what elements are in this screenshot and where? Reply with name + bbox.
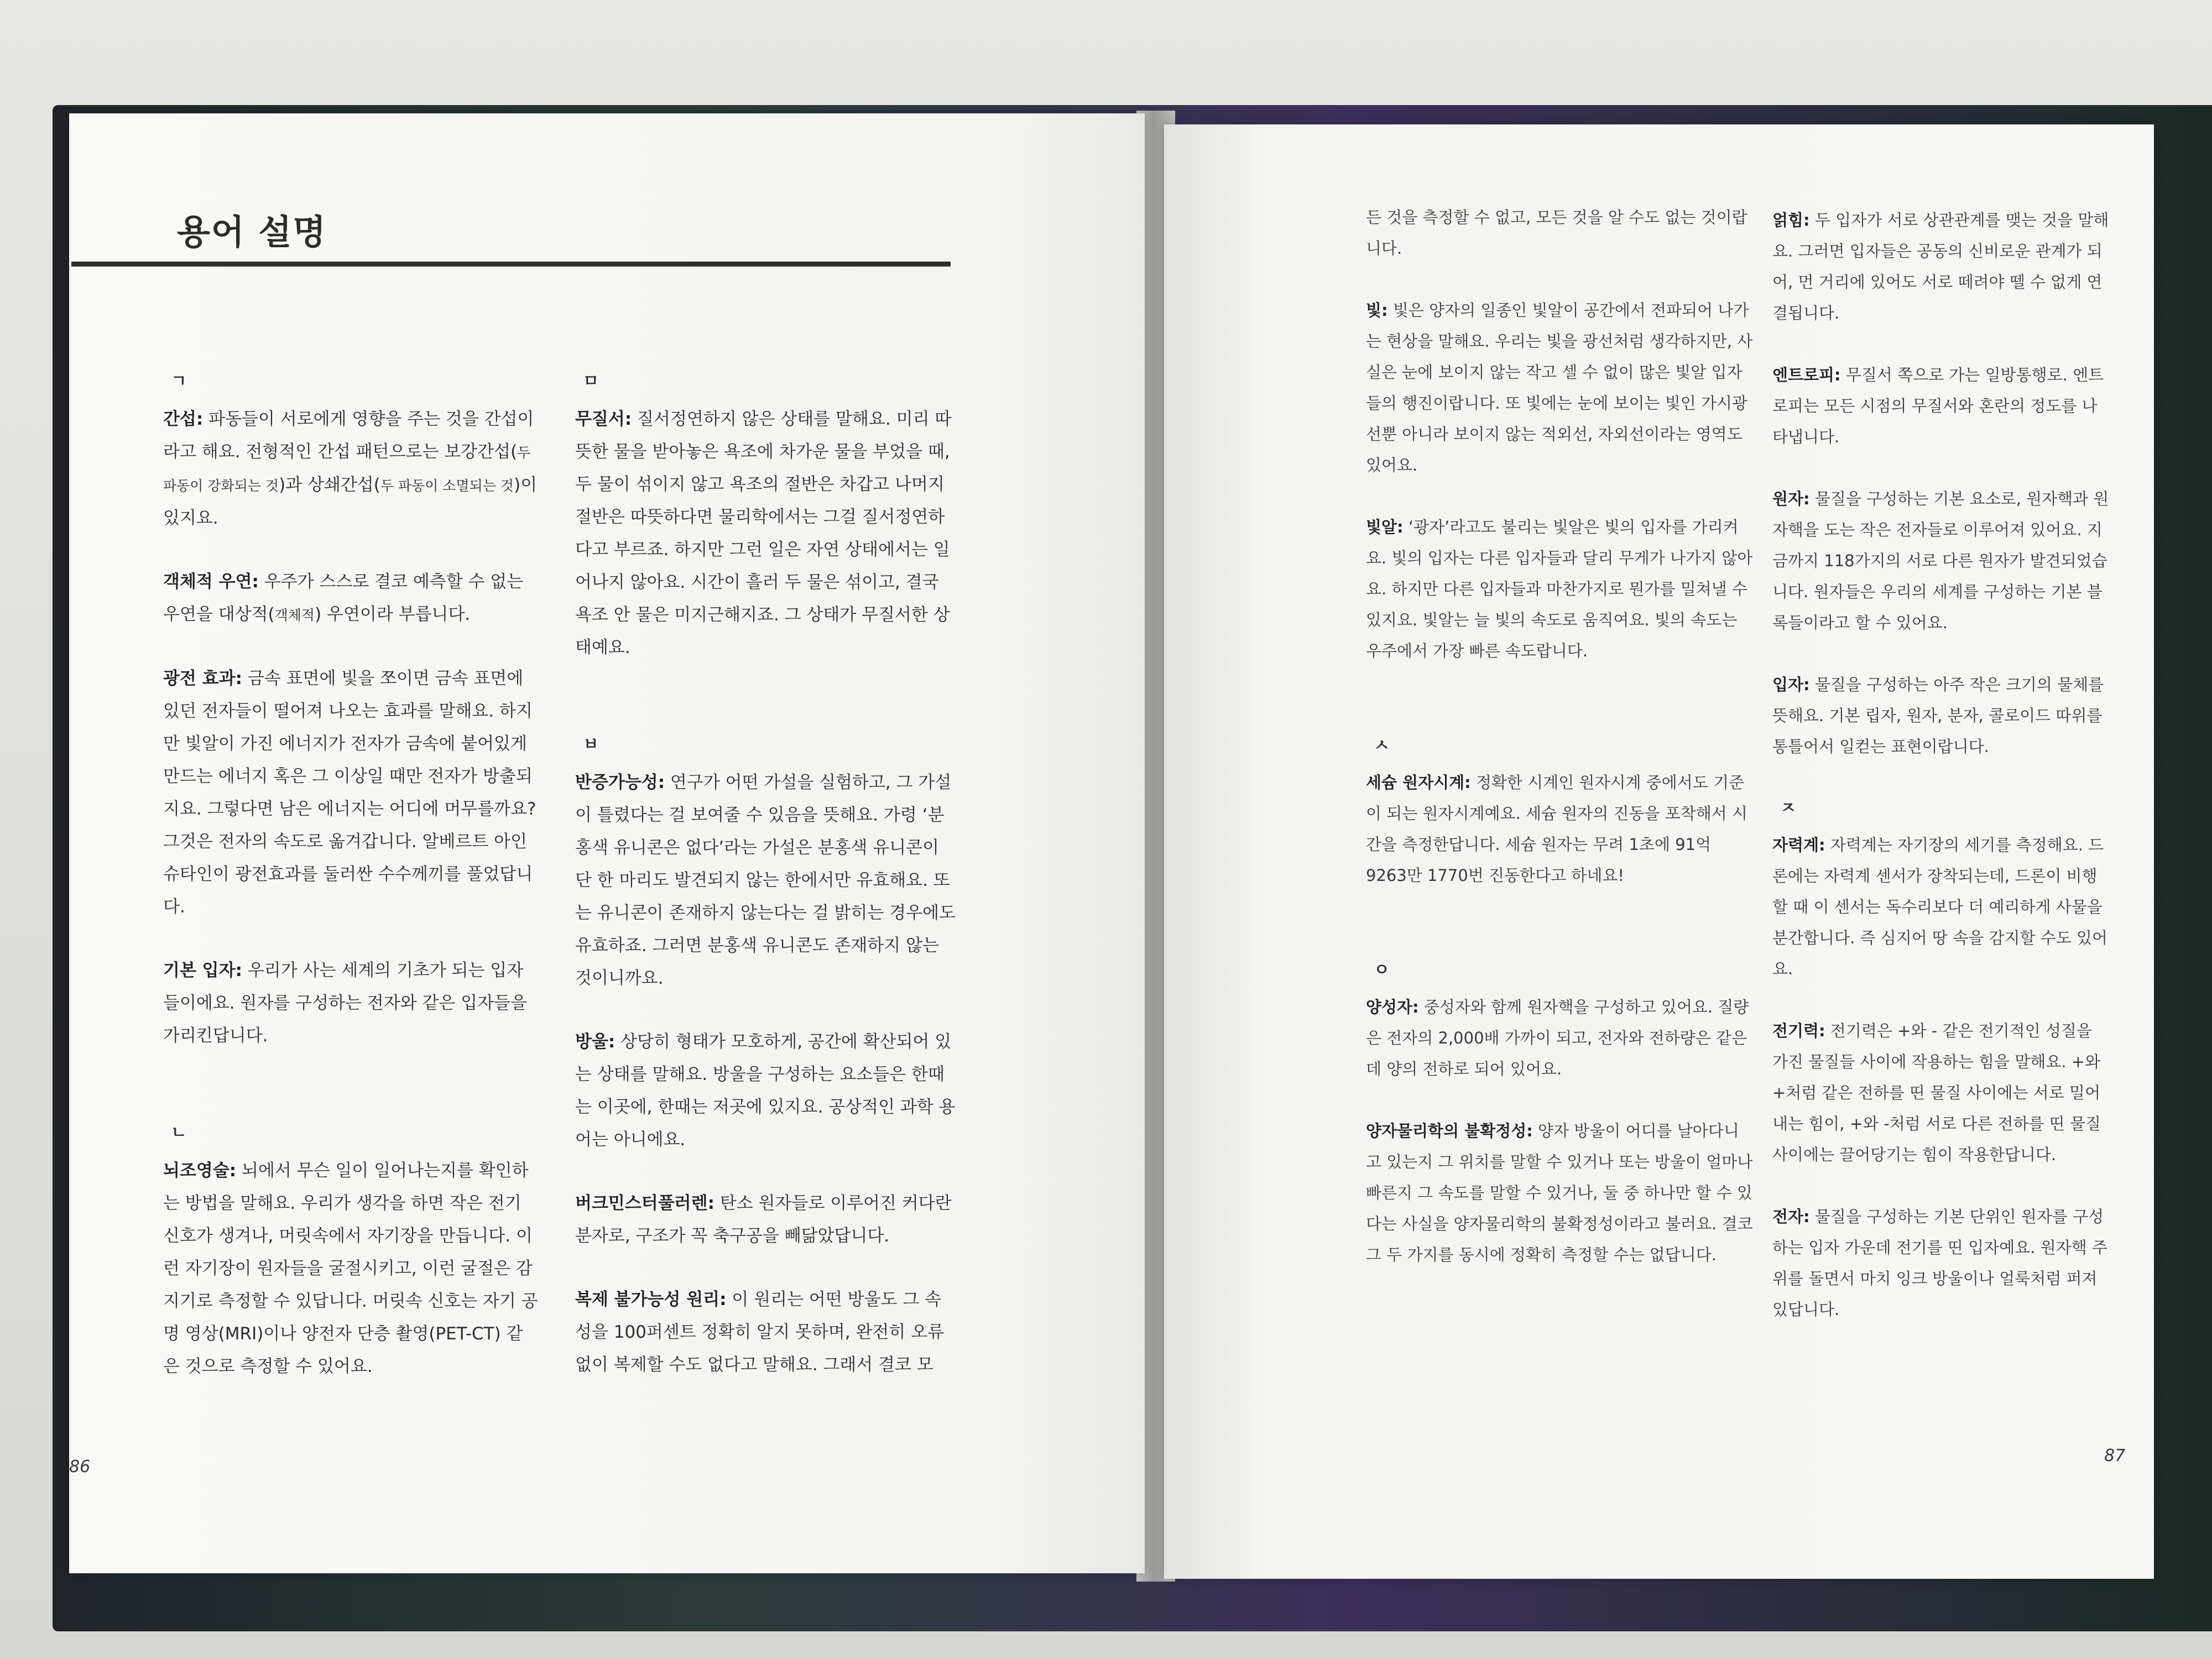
entry-term: 버크민스터풀러렌: xyxy=(575,1193,714,1213)
entry-term: 엔트로피: xyxy=(1772,366,1841,384)
entry-term: 원자: xyxy=(1772,489,1810,508)
entry-text: ‘광자’라고도 불리는 빛알은 빛의 입자를 가리켜요. 빛의 입자는 다른 입자들과 달리 무게가 나가지 않아요. 하지만 다른 입자들과 마찬가지로 뭔가를 밀쳐낼 수 있지요. 빛알는 늘 빛의 속도로 움직여요. 빛의 속도는 우주에서 가장 빠른 속도랍니다. xyxy=(1366,518,1753,660)
entry-term: 광전 효과: xyxy=(163,669,242,688)
entry-text: )이 있지요. xyxy=(163,475,538,528)
entry-text: 무질서 쪽으로 가는 일방통행로. 엔트로피는 모든 시점의 무질서와 혼란의 정도를 나타냅니다. xyxy=(1772,366,2104,446)
entry-text: 우주가 스스로 결코 예측할 수 없는 우연을 대상적( xyxy=(163,572,524,624)
glossary-entry xyxy=(1772,1201,2110,1325)
glossary-entry-continued: 든 것을 측정할 수 없고, 모든 것을 알 수도 없는 것이랍니다. xyxy=(1366,208,1747,258)
glossary-entry xyxy=(1772,669,2110,762)
glossary-entry xyxy=(163,566,539,632)
glossary-entry xyxy=(1772,359,2110,452)
entry-term: 객체적 우연: xyxy=(163,572,259,592)
glossary-entry xyxy=(163,1155,539,1383)
entry-term: 자력계: xyxy=(1772,836,1825,854)
glossary-entry xyxy=(1772,205,2110,328)
entry-text: 양자 방울이 어디를 날아다니고 있는지 그 위치를 말할 수 있거나 또는 방울이 얼마나 빠른지 그 속도를 말할 수 있거나, 둘 중 하나만 할 수 있다는 사실을 양자물리학의 불확정성이라고 불러요. 결코 그 두 가지를 동시에 정확히 측정할 수는 없답니다. xyxy=(1366,1121,1753,1264)
left-column-1 xyxy=(163,365,539,1414)
entry-text: 파동들이 서로에게 영향을 주는 것을 간섭이라고 해요. 전형적인 간섭 패턴으로는 보강간섭( xyxy=(163,409,534,462)
right-column-2 xyxy=(1772,205,2110,1356)
section-letter: ㅈ xyxy=(1780,799,1796,818)
glossary-entry xyxy=(163,403,539,535)
glossary-entry xyxy=(1772,483,2110,638)
entry-note: 두 파동이 강화되는 것 xyxy=(163,445,531,494)
glossary-entry xyxy=(575,1026,957,1156)
section-letter: ㅁ xyxy=(583,372,599,391)
entry-term: 빛알: xyxy=(1366,518,1404,536)
entry-text: 물질을 구성하는 기본 단위인 원자를 구성하는 입자 가운데 전기를 띤 입자예요. 원자핵 주위를 돌면서 마치 잉크 방울이나 얼룩처럼 퍼져 있답니다. xyxy=(1772,1207,2108,1319)
glossary-entry xyxy=(1366,512,1753,666)
section-letter: ㅅ xyxy=(1374,736,1390,755)
section-letter: ㅂ xyxy=(583,735,599,754)
entry-note: 두 파동이 소멸되는 것 xyxy=(380,478,514,494)
entry-term: 양성자: xyxy=(1366,998,1419,1016)
page-number: 86 xyxy=(69,1457,91,1477)
entry-text: 중성자와 함께 원자핵을 구성하고 있어요. 질량은 전자의 2,000배 가까이 되고, 전자와 전하량은 같은데 양의 전하로 되어 있어요. xyxy=(1366,998,1749,1078)
right-column-1 xyxy=(1366,202,1753,1301)
entry-text: 상당히 형태가 모호하게, 공간에 확산되어 있는 상태를 말해요. 방울을 구성하는 요소들은 한때는 이곳에, 한때는 저곳에 있지요. 공상적인 과학 용어는 아니에요. xyxy=(575,1032,956,1150)
entry-text: 연구가 어떤 가설을 실험하고, 그 가설이 틀렸다는 걸 보여줄 수 있음을 뜻해요. 가령 ‘분홍색 유니콘은 없다’라는 가설은 분홍색 유니콘이 단 한 마리도 발견되지 않는 한에서만 유효해요. 또는 유니콘이 존재하지 않는다는 걸 밝히는 경우에도 유효하죠. 그러면 분홍색 유니콘도 존재하지 않는 것이니까요. xyxy=(575,773,956,988)
entry-term: 기본 입자: xyxy=(163,961,242,980)
entry-term: 양자물리학의 불확정성: xyxy=(1366,1121,1533,1140)
entry-term: 간섭: xyxy=(163,409,204,429)
entry-text: 이 원리는 어떤 방울도 그 속성을 100퍼센트 정확히 알지 못하며, 완전히 오류 없이 복제할 수도 없다고 말해요. 그래서 결코 모 xyxy=(575,1290,945,1375)
glossary-entry xyxy=(1366,992,1753,1084)
section-letter: ㅇ xyxy=(1374,961,1390,980)
entry-text: 물질을 구성하는 기본 요소로, 원자핵과 원자핵을 도는 작은 전자들로 이루어져 있어요. 지금까지 118가지의 서로 다른 원자가 발견되었습니다. 원자들은 우리의 세계를 구성하는 기본 블록들이라고 할 수 있어요. xyxy=(1772,489,2109,632)
entry-term: 전기력: xyxy=(1772,1021,1825,1040)
entry-text: 뇌에서 무슨 일이 일어나는지를 확인하는 방법을 말해요. 우리가 생각을 하면 작은 전기 신호가 생겨나, 머릿속에서 자기장을 만듭니다. 이런 자기장이 원자들을 굴절시키고, 이런 굴절은 감지기로 측정할 수 있답니다. 머릿속 신호는 자기 공명 영상(MRI)이나 양전자 단층 촬영(PET-CT) 같은 것으로 측정할 수 있어요. xyxy=(163,1161,538,1376)
entry-text: 물질을 구성하는 아주 작은 크기의 물체를 뜻해요. 기본 립자, 원자, 분자, 콜로이드 따위를 통틀어서 일컫는 표현이랍니다. xyxy=(1772,675,2104,756)
glossary-entry xyxy=(1366,295,1753,481)
glossary-entry xyxy=(163,662,539,924)
glossary-entry xyxy=(575,403,957,664)
page-title: 용어 설명 xyxy=(177,212,327,252)
left-column-2 xyxy=(575,365,957,1412)
entry-term: 복제 불가능성 원리: xyxy=(575,1290,727,1310)
entry-text: ) 우연이라 부릅니다. xyxy=(315,604,471,624)
glossary-entry xyxy=(1366,767,1753,891)
entry-text: 탄소 원자들로 이루어진 커다란 분자로, 구조가 꼭 축구공을 빼닮았답니다. xyxy=(575,1193,952,1246)
section-letter: ㄴ xyxy=(171,1123,187,1142)
entry-term: 전자: xyxy=(1772,1207,1810,1226)
entry-text: 전기력은 +와 - 같은 전기적인 성질을 가진 물질들 사이에 작용하는 힘을 말해요. +와 +처럼 같은 전하를 띤 물질 사이에는 서로 밀어내는 힘이, +와 -처럼 서로 다른 전하를 띤 물질 사이에는 끌어당기는 힘이 작용한답니다. xyxy=(1772,1021,2101,1164)
left-page xyxy=(69,113,1145,1573)
glossary-entry xyxy=(575,766,957,995)
entry-text: 정확한 시계인 원자시계 중에서도 기준이 되는 원자시계예요. 세슘 원자의 진동을 포착해서 시간을 측정한답니다. 세슘 원자는 무려 1초에 91억 9263만 1770번 진동한다고 하네요! xyxy=(1366,773,1748,885)
entry-text: 질서정연하지 않은 상태를 말해요. 미리 따뜻한 물을 받아놓은 욕조에 차가운 물을 부었을 때, 두 물이 섞이지 않고 욕조의 절반은 차갑고 나머지 절반은 따뜻하다면 물리학에서는 그걸 질서정연하다고 부르죠. 하지만 그런 일은 자연 상태에서는 일어나지 않아요. 시간이 흘러 두 물은 섞이고, 결국 욕조 안 물은 미지근해지죠. 그 상태가 무질서한 상태예요. xyxy=(575,409,952,658)
glossary-entry xyxy=(1366,1115,1753,1270)
glossary-entry xyxy=(163,954,539,1052)
page-number: 87 xyxy=(2104,1446,2126,1465)
entry-term: 빛: xyxy=(1366,301,1388,320)
entry-term: 입자: xyxy=(1772,675,1810,694)
entry-text: 자력계는 자기장의 세기를 측정해요. 드론에는 자력계 센서가 장착되는데, 드론이 비행할 때 이 센서는 독수리보다 더 예리하게 사물을 분간합니다. 즉 심지어 땅 속을 감지할 수도 있어요. xyxy=(1772,836,2108,978)
section-letter: ㄱ xyxy=(171,372,187,391)
entry-text: 우리가 사는 세계의 기초가 되는 입자들이에요. 원자를 구성하는 전자와 같은 입자들을 가리킨답니다. xyxy=(163,961,528,1046)
entry-term: 세슘 원자시계: xyxy=(1366,773,1471,792)
glossary-entry xyxy=(1772,1015,2110,1170)
entry-term: 뇌조영술: xyxy=(163,1161,237,1181)
entry-term: 방울: xyxy=(575,1032,615,1052)
right-page xyxy=(1164,124,2154,1579)
entry-text: 빛은 양자의 일종인 빛알이 공간에서 전파되어 나가는 현상을 말해요. 우리는 빛을 광선처럼 생각하지만, 사실은 눈에 보이지 않는 작고 셀 수 없이 많은 빛알 입자들의 행진이랍니다. 또 빛에는 눈에 보이는 빛인 가시광선뿐 아니라 보이지 않는 적외선, 자외선이라는 영역도 있어요. xyxy=(1366,301,1753,474)
glossary-entry xyxy=(575,1187,957,1253)
title-divider xyxy=(71,262,951,267)
entry-text: 두 입자가 서로 상관관계를 맺는 것을 말해요. 그러면 입자들은 공동의 신비로운 관계가 되어, 먼 거리에 있어도 서로 떼려야 뗄 수 없게 연결됩니다. xyxy=(1772,211,2109,322)
entry-term: 얽힘: xyxy=(1772,211,1810,229)
entry-note: 객체적 xyxy=(274,607,315,623)
entry-text: 금속 표면에 빛을 쪼이면 금속 표면에 있던 전자들이 떨어져 나오는 효과를 말해요. 하지만 빛알이 가진 에너지가 전자가 금속에 붙어있게 만드는 에너지 혹은 그 이상일 때만 전자가 방출되지요. 그렇다면 남은 에너지는 어디에 머무를까요? 그것은 전자의 속도로 옮겨갑니다. 알베르트 아인슈타인이 광전효과를 둘러싼 수수께끼를 풀었답니다. xyxy=(163,669,536,917)
entry-text: )과 상쇄간섭( xyxy=(279,475,380,495)
glossary-entry xyxy=(575,1284,957,1381)
entry-term: 무질서: xyxy=(575,409,632,429)
glossary-entry xyxy=(1772,830,2110,984)
entry-term: 반증가능성: xyxy=(575,773,665,792)
